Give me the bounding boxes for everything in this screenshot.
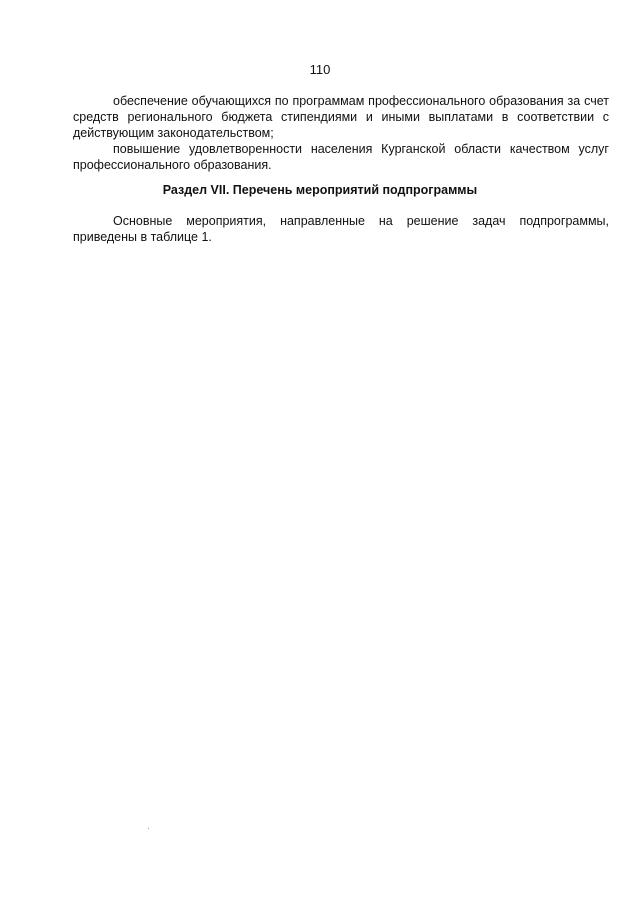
- paragraph-satisfaction-increase: повышение удовлетворенности населения Курганской области качеством услуг профессионального образования.: [73, 142, 609, 172]
- section-body: [73, 213, 609, 245]
- scan-speck: [148, 828, 149, 829]
- page-number: 110: [309, 62, 331, 77]
- section-heading: Раздел VII. Перечень мероприятий подпрограммы: [162, 183, 478, 197]
- paragraph-main-activities: Основные мероприятия, направленные на решение задач подпрограммы, приведены в таблице 1.: [73, 214, 609, 244]
- body-text-block: [73, 93, 609, 173]
- paragraph-scholarship-provision: обеспечение обучающихся по программам профессионального образования за счет средств регионального бюджета стипендиями и иными выплатами в соответствии с действующим законодательством;: [73, 94, 609, 140]
